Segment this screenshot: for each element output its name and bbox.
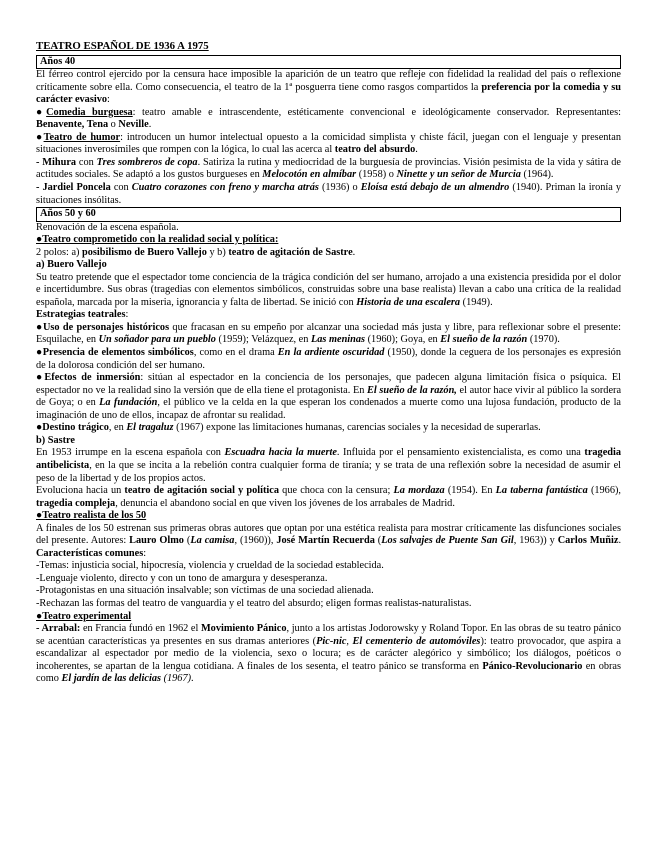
paragraph-teatro-humor: ●Teatro de humor: introducen un humor intelectual opuesto a la comicidad simplista y chiste fácil, juegan con el lenguaje y presentan situaciones inverosímiles que rompen con la lógica, lo cual las acerca al teatro del absurdo. [36, 131, 621, 156]
paragraph-sastre-1: En 1953 irrumpe en la escena española con Escuadra hacia la muerte. Influida por el pensamiento existencialista, es como una tragedia antibelicista, en la que se incita a la rebelión contra cualquier forma de tiranía; y se trata de una reflexión sobre la necesidad de asumir el peso de la libertad y de los propios actos. [36, 447, 622, 484]
heading-estrategias: Estrategias teatrales: [36, 309, 129, 321]
paragraph-sastre-2: Evoluciona hacia un teatro de agitación social y política que choca con la censura; La mordaza (1954). En La taberna fantástica (1966), tragedia compleja, denuncia el abandono social en que viven los jóvenes de los arrabales de Madrid. [36, 485, 621, 509]
heading-teatro-experimental: ●Teatro experimental [36, 610, 132, 622]
paragraph-destino-tragico: ●Destino trágico, en El tragaluz (1967) expone las limitaciones humanas, carencias sociales y la necesidad de superarlas. [36, 422, 541, 434]
list-item-protagonistas: -Protagonistas en una situación insalvable; son víctimas de una sociedad alienada. [36, 585, 374, 597]
heading-teatro-comprometido: ●Teatro comprometido con la realidad social y política: [36, 234, 279, 246]
paragraph-buero-vallejo: Su teatro pretende que el espectador tome conciencia de la trágica condición del ser humano, arrojado a una existencia presidida por el dolor e incertidumbre. Sus obras (tragedias con elementos simbólicos, construidas sobre una base realista) llevan a cabo una crítica de la realidad española, marcada por la miseria, ignorancia y falta de libertad. Se inició con Historia de una escalera (1949). [36, 271, 621, 308]
section-heading-50s-60s: Años 50 y 60 [36, 207, 621, 222]
paragraph-dos-polos: 2 polos: a) posibilismo de Buero Vallejo y b) teatro de agitación de Sastre. [36, 246, 356, 258]
paragraph-mihura: - Mihura con Tres sombreros de copa. Satiriza la rutina y mediocridad de la burguesía de provincias. Visión pesimista de la vida y sátira de actitudes sociales. Se adaptó a los gustos burgueses en Melocotón en almíbar (1958) o Ninette y un señor de Murcia (1964). [36, 156, 621, 181]
list-item-rechazan: -Rechazan las formas del teatro de vanguardia y el teatro del absurdo; eligen formas realistas-naturalistas. [36, 597, 472, 609]
heading-buero-vallejo: a) Buero Vallejo [36, 259, 107, 271]
paragraph-elementos-simbolicos: ●Presencia de elementos simbólicos, como en el drama En la ardiente oscuridad (1950), donde la ceguera de los personajes es expresión de la dolorosa condición del ser humano. [36, 347, 621, 371]
heading-sastre: b) Sastre [36, 434, 75, 446]
paragraph-teatro-realista: A finales de los 50 estrenan sus primeras obras autores que optan por una estética realista para mostrar críticamente las disfunciones sociales del presente. Autores: Lauro Olmo (La camisa, (1960)), José Martín Recuerda (Los salvajes de Puente San Gil, 1963)) y Carlos Muñiz. Características comunes: [36, 522, 622, 559]
paragraph-personajes-historicos: ●Uso de personajes históricos que fracasan en su empeño por alcanzar una sociedad más justa y libre, para reflexionar sobre el presente: Esquilache, en Un soñador para un pueblo (1959); Velázquez, en Las meninas (1960); Goya, en El sueño de la razón (1970). [36, 321, 621, 346]
list-item-temas: -Temas: injusticia social, hipocresía, violencia y crueldad de la sociedad establecida. [36, 560, 384, 572]
paragraph-comedia-burguesa: ●Comedia burguesa: teatro amable e intrascendente, estéticamente convencional e ideológicamente conservador. Representantes: Benavente, Tena o Neville. [36, 106, 621, 131]
paragraph-intro-40s: El férreo control ejercido por la censura hace imposible la aparición de un teatro que refleje con fidelidad la realidad del país o reflexione críticamente sobre ella. Como consecuencia, el teatro de la 1ª posguerra tiene como rasgos compartidos la preferencia por la comedia y su carácter evasivo: [36, 69, 621, 106]
heading-teatro-realista: ●Teatro realista de los 50 [36, 510, 147, 522]
document-title: TEATRO ESPAÑOL DE 1936 A 1975 [36, 40, 209, 52]
paragraph-arrabal: - Arrabal: en Francia fundó en 1962 el Movimiento Pánico, junto a los artistas Jodorowsky y Roland Topor. En las obras de su teatro pánico se acentúan características ya presentes en sus dramas anteriores (Pic-nic, El cementerio de automóviles): teatro provocador, que aspira a escandalizar al espectador por medio de la violencia, sexo o locura; es de carácter alegórico y simbólico; los diálogos, poéticos o incoherentes, se apartan de la lengua cotidiana. A finales de los sesenta, el teatro pánico se transforma en Pánico-Revolucionario en obras como El jardín de las delicias (1967). [36, 623, 622, 685]
paragraph-efectos-inmersion: ●Efectos de inmersión: sitúan al espectador en la conciencia de los personajes, que padecen alguna limitación física o psíquica. El espectador no ve la realidad sino la versión que de ella tiene el protagonista. En El sueño de la razón, el autor hace vivir al público la sordera de Goya; o en La fundación, el público ve la celda en la que esperan los condenados a muerte como una lujosa fundación, producto de la imaginación de uno de ellos, incapaz de afrontar su realidad. [36, 372, 622, 421]
paragraph-jardiel: - Jardiel Poncela con Cuatro corazones con freno y marcha atrás (1936) o Eloísa está debajo de un almendro (1940). Priman la ironía y situaciones insólitas. [36, 181, 622, 206]
paragraph-renovacion: Renovación de la escena española. [36, 221, 179, 233]
list-item-lenguaje: -Lenguaje violento, directo y con un tono de amargura y desesperanza. [36, 572, 328, 584]
section-heading-40s: Años 40 [36, 55, 621, 70]
